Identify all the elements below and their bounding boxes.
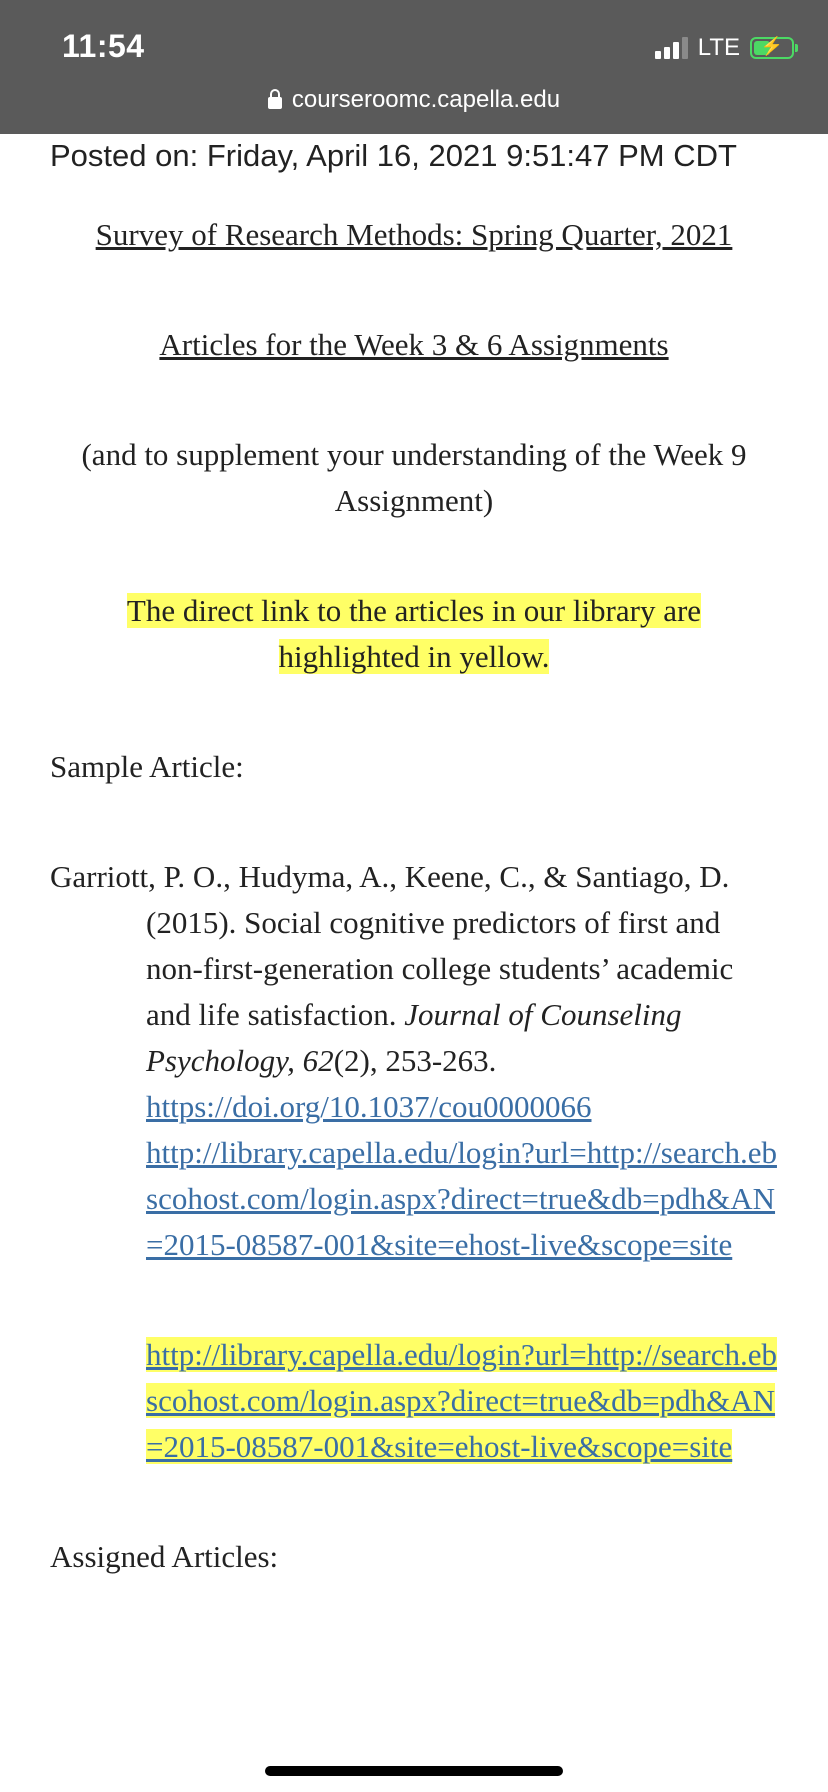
supplement-note: (and to supplement your understanding of the Week 9 Assignment)	[81, 437, 747, 518]
battery-charging-icon: ⚡	[750, 37, 794, 59]
reference-links	[50, 1084, 778, 1268]
signal-bars-icon	[655, 37, 688, 59]
status-indicators	[655, 34, 794, 62]
highlighted-link-block	[50, 1332, 778, 1470]
network-label: LTE	[697, 34, 740, 61]
highlight-note-text: The direct link to the articles in our library are highlighted in yellow.	[126, 593, 702, 674]
status-and-url-bar	[0, 0, 828, 134]
status-time: 11:54	[62, 28, 145, 64]
address-bar[interactable]	[0, 86, 828, 114]
lock-icon	[268, 97, 282, 109]
reference-journal: Journal of Counseling Psychology, 62	[146, 997, 682, 1078]
discussion-post	[50, 134, 778, 1580]
url-text[interactable]: courseroomc.capella.edu	[291, 86, 561, 113]
posted-on-text: Posted on: Friday, April 16, 2021 9:51:47 PM CDT	[50, 138, 737, 173]
reference-issue-pages: (2), 253-263.	[333, 1043, 497, 1078]
sample-article-label: Sample Article:	[50, 749, 244, 784]
reference-authors: Garriott, P. O., Hudyma, A., Keene, C., & Santiago, D. (2015). Social cognitive predictors of first and non-first-generation college students’ academic and life satisfaction.	[50, 859, 734, 1032]
reference-citation	[50, 854, 778, 1084]
assigned-articles-label: Assigned Articles:	[50, 1539, 279, 1574]
highlight-note	[50, 588, 778, 680]
doi-link[interactable]: https://doi.org/10.1037/cou0000066	[146, 1089, 592, 1124]
home-indicator[interactable]	[265, 1766, 563, 1776]
articles-heading: Articles for the Week 3 & 6 Assignments	[159, 327, 669, 362]
library-link[interactable]: http://library.capella.edu/login?url=http://search.ebscohost.com/login.aspx?direct=true&db=pdh&AN=2015-08587-001&site=ehost-live&scope=site	[146, 1135, 777, 1262]
course-title: Survey of Research Methods: Spring Quarter, 2021	[95, 217, 733, 252]
highlighted-library-link[interactable]: http://library.capella.edu/login?url=http://search.ebscohost.com/login.aspx?direct=true&db=pdh&AN=2015-08587-001&site=ehost-live&scope=site	[146, 1337, 777, 1464]
